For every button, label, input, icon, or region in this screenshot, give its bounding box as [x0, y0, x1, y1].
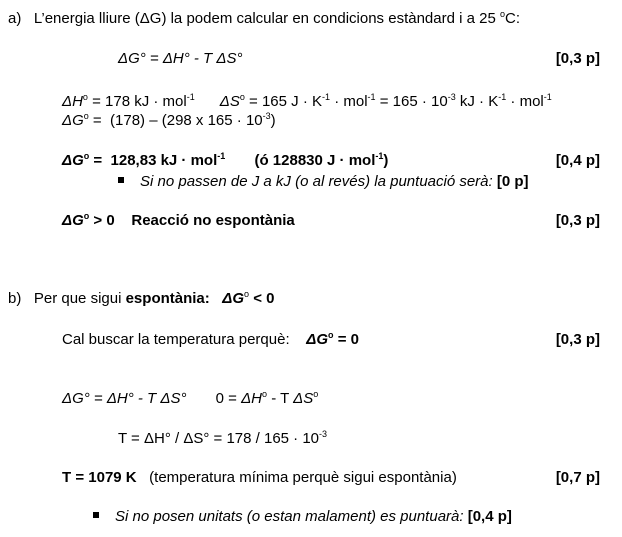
temperature-formula-exp: -3 [319, 429, 328, 439]
search-text: Cal buscar la temperatura perquè: [62, 331, 290, 348]
ds-conv-exp: -3 [447, 92, 456, 102]
ds-symbol: ΔS [219, 93, 240, 110]
dg-calc-close: ) [270, 112, 276, 129]
search-dg-degree: o [328, 330, 334, 340]
ds-eq: = [249, 93, 258, 110]
dh-symbol: ΔH [62, 93, 83, 110]
search-dg-symbol: ΔG [306, 331, 329, 348]
gibbs-result [62, 152, 388, 170]
bullet-icon [118, 177, 124, 183]
search-points: [0,3 p] [555, 331, 600, 348]
dg-calc-eq: = [92, 112, 102, 129]
conclusion-a [62, 212, 295, 230]
part-a-intro-text: L’energia lliure (ΔG) la podem calcular en condicions estàndard i a 25 [33, 10, 500, 27]
dg-result-value: 128,83 kJ · mol [110, 152, 218, 169]
ds-mol: · mol [334, 93, 368, 110]
temperature-formula [118, 430, 327, 448]
units-note-b [93, 508, 512, 526]
ds-degree: o [239, 92, 245, 102]
search-temperature [62, 331, 359, 349]
ds-conv-k-exp: -1 [498, 92, 507, 102]
part-b-condition: < 0 [253, 290, 275, 307]
ds-value: 165 J · K [261, 93, 322, 110]
conclusion-degree: o [83, 211, 90, 221]
ds-k-exp: -1 [322, 92, 331, 102]
part-b-formula [62, 390, 318, 408]
part-b-dg-symbol: ΔG [222, 290, 245, 307]
part-b-zero-eq: 0 = [215, 390, 237, 407]
ds-conv-mol: · mol [510, 93, 544, 110]
part-b-question-bold: espontània: [125, 290, 210, 307]
part-b-t: T [280, 390, 289, 407]
part-b-ds-degree: o [313, 389, 319, 399]
dh-degree: o [82, 92, 88, 102]
part-b-minus: - [271, 390, 277, 407]
dg-result-alt: (ó 128830 J · mol [254, 152, 376, 169]
dh-eq: = [92, 93, 101, 110]
dg-result-symbol: ΔG [62, 152, 84, 169]
part-b-question [8, 290, 275, 308]
dg-calc-exp: -3 [262, 111, 271, 121]
temperature-result-value: T = 1079 K [62, 469, 137, 486]
part-a-intro [8, 10, 520, 28]
part-b-dh: ΔH [241, 390, 262, 407]
bullet-icon [93, 512, 99, 518]
units-note-b-text: Si no posen unitats (o estan malament) es puntuarà: [115, 508, 464, 525]
part-a-label: a) [8, 10, 22, 27]
dh-value: 178 kJ · mol [105, 93, 187, 110]
temperature-result-note: (temperatura mínima perquè sigui espontània) [149, 469, 457, 486]
dg-result-degree: o [83, 151, 90, 161]
ds-conv-mol-exp: -1 [543, 92, 552, 102]
units-note-a-points: [0 p] [496, 173, 529, 190]
dg-calc-symbol: ΔG [62, 112, 84, 129]
units-note-b-points: [0,4 p] [467, 508, 512, 525]
dg-calc-degree: o [83, 111, 89, 121]
conclusion-symbol: ΔG [62, 212, 84, 229]
dg-result-alt-close: ) [383, 152, 389, 169]
conclusion-condition: > 0 [93, 212, 115, 229]
search-condition: = 0 [337, 331, 359, 348]
temperature-result [62, 469, 457, 487]
ds-kj-k: kJ · K [459, 93, 499, 110]
dg-result-eq: = [93, 152, 103, 169]
enthalpy-entropy-values [62, 93, 552, 111]
ds-converted: 165 · 10 [392, 93, 448, 110]
part-a-intro-degree: o [499, 9, 505, 19]
dg-result-exp: -1 [217, 151, 226, 161]
temperature-points: [0,7 p] [555, 469, 600, 486]
part-b-dh-degree: o [262, 389, 268, 399]
ds-eq2: = [379, 93, 389, 110]
part-b-dg-degree: o [244, 289, 250, 299]
dg-result-alt-exp: -1 [375, 151, 384, 161]
units-note-a-text: Si no passen de J a kJ (o al revés) la puntuació serà: [140, 173, 493, 190]
gibbs-formula-text: ΔG° = ΔH° - T ΔS° [118, 50, 243, 67]
gibbs-formula-points: [0,3 p] [555, 50, 600, 67]
part-b-question-text: Per que sigui [33, 290, 122, 307]
part-b-formula-text: ΔG° = ΔH° - T ΔS° [62, 390, 187, 407]
conclusion-points: [0,3 p] [555, 212, 600, 229]
gibbs-calculation [62, 112, 276, 130]
dg-calc-expression: (178) – (298 x 165 · 10 [110, 112, 263, 129]
part-b-ds: ΔS [293, 390, 314, 407]
gibbs-result-points: [0,4 p] [555, 152, 600, 169]
dh-mol-exp: -1 [186, 92, 195, 102]
ds-mol-exp: -1 [367, 92, 376, 102]
part-b-label: b) [8, 290, 22, 307]
part-a-intro-unit: C: [505, 10, 520, 27]
gibbs-formula [118, 50, 242, 68]
conclusion-text: Reacció no espontània [131, 212, 295, 229]
units-note-a [118, 173, 529, 191]
temperature-formula-text: T = ΔH° / ΔS° = 178 / 165 · 10 [118, 430, 320, 447]
